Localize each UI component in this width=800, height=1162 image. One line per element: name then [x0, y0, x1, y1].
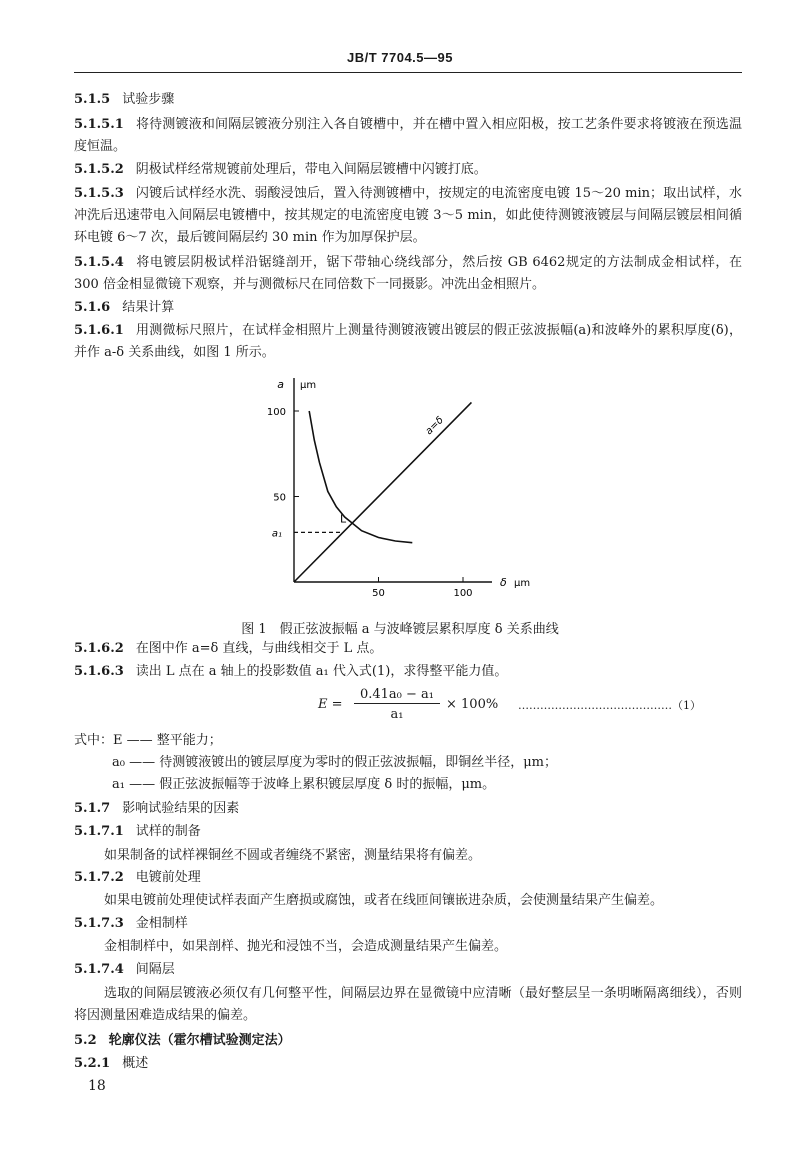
section-title: 试样的制备	[135, 824, 201, 839]
section-5-1-6-2	[74, 638, 742, 660]
section-number: 5.2	[74, 1033, 97, 1048]
section-number: 5.1.5.4	[74, 255, 124, 270]
x-axis-unit: μm	[514, 578, 531, 589]
section-text: 在图中作 a=δ 直线，与曲线相交于 L 点。	[135, 641, 383, 656]
section-5-1-5-2	[74, 159, 742, 181]
a-equals-delta-line	[294, 402, 471, 582]
section-title: 轮廓仪法（霍尔槽试验测定法）	[108, 1033, 291, 1048]
page-number: 18	[88, 1078, 106, 1094]
section-text: 阴极试样经常规镀前处理后，带电入间隔层镀槽中闪镀打底。	[135, 162, 487, 177]
header-rule	[74, 72, 742, 73]
section-number: 5.1.6.3	[74, 664, 124, 679]
section-5-1-7-1-text: 如果制备的试样裸铜丝不圆或者缠绕不紧密，测量结果将有偏差。	[104, 848, 482, 863]
section-title: 金相制样	[135, 916, 188, 931]
section-5-1-7	[74, 798, 742, 820]
section-title: 影响试验结果的因素	[122, 801, 240, 816]
where-e	[74, 730, 742, 752]
section-number: 5.1.7.1	[74, 824, 124, 839]
section-5-1-7-2-text: 如果电镀前处理使试样表面产生磨损或腐蚀，或者在线匝间镶嵌进杂质，会使测量结果产生偏差。	[104, 893, 664, 908]
section-text: 读出 L 点在 a 轴上的投影数值 a₁ 代入式(1)，求得整平能力值。	[135, 664, 508, 679]
section-text: 闪镀后试样经水洗、弱酸浸蚀后，置入待测镀槽中，按规定的电流密度电镀 15～20 min；取出试样，水冲洗后迅速带电入间隔层电镀槽中，按其规定的电流密度电镀 3～5 min，如此使待测镀液镀层与间隔层镀层相间循环电镀 6～7 次，最后镀间隔层约 30 min 作为加厚保护层。	[74, 186, 742, 245]
x-axis-label: δ	[500, 576, 507, 589]
line-label: a=δ	[423, 414, 446, 438]
section-5-1-7-3	[74, 913, 742, 935]
section-number: 5.1.6.1	[74, 323, 124, 338]
section-number: 5.1.5.1	[74, 117, 124, 132]
formula-1	[318, 687, 748, 727]
y-axis-label: a	[277, 378, 284, 391]
section-number: 5.1.7.4	[74, 962, 124, 977]
x-tick-label: 100	[453, 588, 473, 599]
section-5-1-5-4	[74, 252, 742, 296]
page-header: JB/T 7704.5—95	[346, 50, 453, 65]
section-number: 5.1.5	[74, 92, 111, 107]
section-title: 试验步骤	[122, 92, 175, 107]
section-5-2-1	[74, 1053, 742, 1075]
section-5-1-7-4-text: 选取的间隔层镀液必须仅有几何整平性，间隔层边界在显微镜中应清晰（最好整层呈一条明晰隔离细线），否则将因测量困难造成结果的偏差。	[74, 986, 742, 1023]
section-number: 5.1.5.3	[74, 186, 124, 201]
section-text: 将电镀层阴极试样沿锯缝剖开，锯下带轴心绕线部分，然后按 GB 6462规定的方法制成金相试样，在 300 倍金相显微镜下观察，并与测微标尺在同倍数下一同摄影。冲洗出金相照片。	[74, 255, 742, 292]
section-number: 5.1.6	[74, 300, 111, 315]
section-5-1-5-3	[74, 183, 742, 249]
y-tick-label: 50	[273, 492, 286, 504]
section-text: 将待测镀液和间隔层镀液分别注入各自镀槽中，并在槽中置入相应阳极，按工艺条件要求将镀液在预选温度恒温。	[74, 117, 742, 154]
section-number: 5.1.6.2	[74, 641, 124, 656]
section-number: 5.1.7	[74, 801, 111, 816]
where-e-text: E —— 整平能力；	[113, 733, 222, 748]
section-number: 5.1.7.2	[74, 870, 124, 885]
formula-lhs: E =	[318, 697, 343, 712]
section-title: 概述	[122, 1056, 149, 1071]
section-title: 间隔层	[135, 962, 175, 977]
figure-1-chart	[0, 370, 800, 610]
y-axis-unit: μm	[300, 380, 317, 391]
section-text: 用测微标尺照片，在试样金相照片上测量待测镀液镀出镀层的假正弦波振幅(a)和波峰外的累积厚度(δ)，并作 a-δ 关系曲线，如图 1 所示。	[74, 323, 742, 360]
formula-numerator: 0.41a₀ − a₁	[354, 687, 440, 704]
section-5-1-7-1	[74, 821, 742, 843]
point-l-label: L	[340, 512, 347, 526]
section-5-1-6	[74, 297, 742, 319]
where-a0: a₀ —— 待测镀液镀出的镀层厚度为零时的假正弦波振幅，即铜丝半径，μm；	[112, 755, 558, 770]
section-5-2	[74, 1030, 742, 1052]
x-tick-label: 50	[372, 588, 385, 599]
section-5-1-5	[74, 89, 742, 111]
formula-eq-number: ……………………………………（1）	[518, 699, 701, 712]
section-number: 5.2.1	[74, 1056, 111, 1071]
section-5-1-5-1	[74, 114, 742, 158]
section-number: 5.1.5.2	[74, 162, 124, 177]
section-5-1-6-1	[74, 320, 742, 364]
where-a1: a₁ —— 假正弦波振幅等于波峰上累积镀层厚度 δ 时的振幅，μm。	[112, 777, 496, 792]
section-5-1-7-4	[74, 959, 742, 981]
figure-caption: 图 1 假正弦波振幅 a 与波峰镀层累积厚度 δ 关系曲线	[241, 622, 559, 637]
section-number: 5.1.7.3	[74, 916, 124, 931]
section-title: 电镀前处理	[135, 870, 201, 885]
where-intro: 式中：	[74, 733, 114, 748]
a1-label: a₁	[271, 528, 282, 540]
formula-factor: × 100%	[446, 697, 499, 712]
section-5-1-7-2	[74, 867, 742, 889]
y-tick-label: 100	[266, 407, 286, 418]
section-5-1-6-3	[74, 661, 742, 683]
section-title: 结果计算	[122, 300, 175, 315]
section-5-1-7-3-text: 金相制样中，如果剖样、抛光和浸蚀不当，会造成测量结果产生偏差。	[104, 939, 508, 954]
formula-denominator: a₁	[390, 707, 404, 722]
